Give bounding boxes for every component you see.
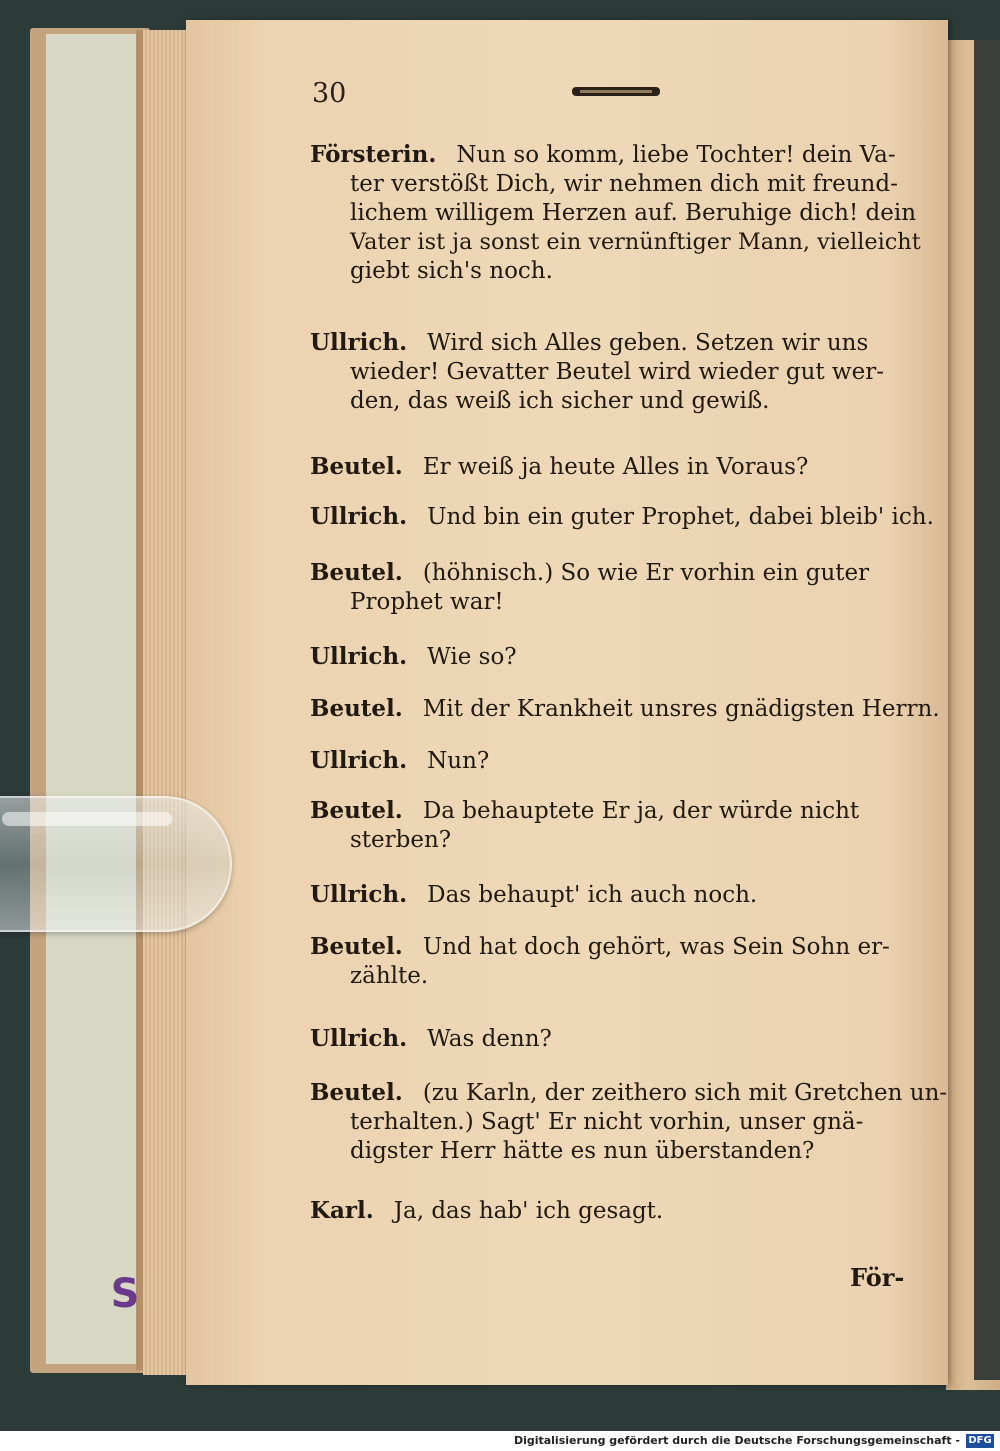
speech-first-line xyxy=(310,746,920,776)
dialogue-entry xyxy=(310,796,920,855)
footer-bar xyxy=(0,1431,1000,1451)
speaker-name: Beutel. xyxy=(310,933,403,960)
dialogue-entry xyxy=(310,1078,948,1166)
speaker-name: Beutel. xyxy=(310,695,403,722)
dialogue-entry xyxy=(310,880,920,910)
footer-credit: Digitalisierung gefördert durch die Deutsche Forschungsgemeinschaft - xyxy=(513,1434,960,1447)
speech-line xyxy=(310,199,920,228)
dialogue-entry xyxy=(310,140,920,286)
speech-text: Prophet war! xyxy=(350,589,504,615)
dialogue-entry xyxy=(310,452,920,482)
speech-text: Da behauptete Er ja, der würde nicht xyxy=(422,798,860,824)
catchword: För- xyxy=(850,1263,905,1292)
speech-text: sterben? xyxy=(350,827,452,853)
speech-line xyxy=(310,257,920,286)
speech-line xyxy=(310,358,920,387)
speech-text: Mit der Krankheit unsres gnädigsten Herrn. xyxy=(422,696,940,722)
speaker-name: Ullrich. xyxy=(310,881,408,908)
dialogue-entry xyxy=(310,694,940,724)
dialogue-entry xyxy=(310,1196,920,1226)
speech-text: Nun? xyxy=(427,748,490,774)
dialogue-entry xyxy=(310,502,934,532)
speech-first-line xyxy=(310,140,920,170)
page-edges xyxy=(143,30,188,1375)
speaker-name: Ullrich. xyxy=(310,643,408,670)
speech-first-line xyxy=(310,1196,920,1226)
speech-text: Das behaupt' ich auch noch. xyxy=(427,882,758,908)
speech-text: Wird sich Alles geben. Setzen wir uns xyxy=(427,330,869,356)
dialogue-entry xyxy=(310,932,920,991)
speech-line xyxy=(310,387,920,416)
speech-text: Ja, das hab' ich gesagt. xyxy=(393,1198,664,1224)
speech-first-line xyxy=(310,694,940,724)
header-rule xyxy=(572,87,660,96)
dialogue-entry xyxy=(310,1024,920,1054)
dialogue-entry xyxy=(310,558,920,617)
dialogue-entry xyxy=(310,328,920,416)
clip-highlight xyxy=(2,812,172,826)
speech-text: Er weiß ja heute Alles in Voraus? xyxy=(422,454,809,480)
speech-first-line xyxy=(310,932,920,962)
speech-text: Wie so? xyxy=(427,644,517,670)
speech-first-line xyxy=(310,558,920,588)
speaker-name: Ullrich. xyxy=(310,747,408,774)
speaker-name: Karl. xyxy=(310,1197,374,1224)
speech-first-line xyxy=(310,502,934,532)
speech-text: terhalten.) Sagt' Er nicht vorhin, unser gnä- xyxy=(350,1109,864,1135)
speech-line xyxy=(310,1137,920,1166)
speech-text: lichem willigem Herzen auf. Beruhige dich! dein xyxy=(350,200,917,226)
speech-text: wieder! Gevatter Beutel wird wieder gut wer- xyxy=(350,359,884,385)
speech-first-line xyxy=(310,880,920,910)
speech-text: digster Herr hätte es nun überstanden? xyxy=(350,1138,815,1164)
speech-text: Und bin ein guter Prophet, dabei bleib' ich. xyxy=(427,504,934,530)
page-number: 30 xyxy=(312,78,347,109)
flyleaf xyxy=(46,34,136,1364)
speech-line xyxy=(310,826,920,855)
speech-first-line xyxy=(310,328,920,358)
speech-line xyxy=(310,588,920,617)
speech-text: Vater ist ja sonst ein vernünftiger Mann, vielleicht xyxy=(350,229,921,255)
library-stamp: S xyxy=(110,1271,140,1317)
speech-line xyxy=(310,228,920,257)
speaker-name: Ullrich. xyxy=(310,1025,408,1052)
dfg-logo: DFG xyxy=(966,1434,994,1448)
speaker-name: Beutel. xyxy=(310,1079,403,1106)
speech-line xyxy=(310,962,920,991)
glass-page-clip xyxy=(0,796,232,932)
speech-text: ter verstößt Dich, wir nehmen dich mit freund- xyxy=(350,171,898,197)
speech-first-line xyxy=(310,1078,948,1108)
speaker-name: Beutel. xyxy=(310,453,403,480)
speaker-name: Beutel. xyxy=(310,797,403,824)
speech-text: Was denn? xyxy=(427,1026,552,1052)
speech-text: zählte. xyxy=(350,963,429,989)
speech-text: (höhnisch.) So wie Er vorhin ein guter xyxy=(422,560,870,586)
background-strip xyxy=(974,40,1000,1380)
speech-line xyxy=(310,1108,920,1137)
speech-first-line xyxy=(310,642,920,672)
speaker-name: Försterin. xyxy=(310,141,437,168)
speech-text: den, das weiß ich sicher und gewiß. xyxy=(350,388,770,414)
speaker-name: Beutel. xyxy=(310,559,403,586)
speech-text: Nun so komm, liebe Tochter! dein Va- xyxy=(456,142,896,168)
speech-first-line xyxy=(310,1024,920,1054)
speech-text: giebt sich's noch. xyxy=(350,258,553,284)
dialogue-entry xyxy=(310,642,920,672)
speaker-name: Ullrich. xyxy=(310,503,408,530)
speech-line xyxy=(310,170,920,199)
speaker-name: Ullrich. xyxy=(310,329,408,356)
speech-first-line xyxy=(310,796,920,826)
speech-text: (zu Karln, der zeithero sich mit Gretchen un- xyxy=(422,1080,948,1106)
speech-text: Und hat doch gehört, was Sein Sohn er- xyxy=(422,934,890,960)
dialogue-entry xyxy=(310,746,920,776)
speech-first-line xyxy=(310,452,920,482)
